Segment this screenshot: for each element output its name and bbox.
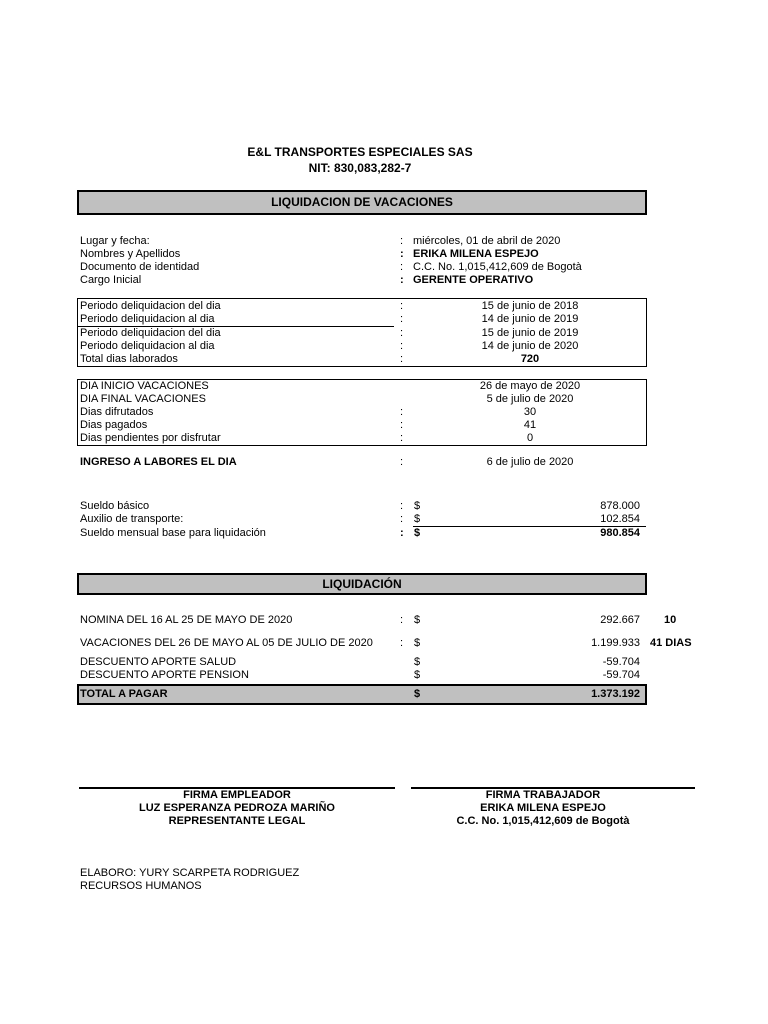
vacation-label: Dias pendientes por disfrutar — [80, 432, 221, 444]
period-label: Periodo deliquidacion del dia — [80, 327, 221, 339]
colon: : — [400, 340, 404, 352]
vacation-value: 26 de mayo de 2020 — [479, 380, 581, 392]
liquidation-label: VACACIONES DEL 26 DE MAYO AL 05 DE JULIO DE 2020 — [80, 637, 373, 649]
employee-name-label: Nombres y Apellidos — [80, 248, 181, 260]
colon: : — [400, 235, 404, 247]
employer-name: LUZ ESPERANZA PEDROZA MARIÑO — [139, 802, 335, 814]
salary-value: 878.000 — [600, 500, 640, 512]
currency-sign: $ — [414, 637, 421, 649]
colon: : — [400, 614, 404, 626]
liquidation-note: 10 — [664, 614, 677, 626]
vacation-label: Dias difrutados — [80, 406, 154, 418]
employer-signature-title: FIRMA EMPLEADOR — [183, 789, 291, 801]
total-label: TOTAL A PAGAR — [80, 688, 168, 700]
salary-label: Sueldo básico — [80, 500, 150, 512]
employee-name-value: ERIKA MILENA ESPEJO — [413, 248, 539, 260]
colon: : — [400, 513, 404, 525]
vacation-label: DIA INICIO VACACIONES — [80, 380, 209, 392]
liquidation-label: DESCUENTO APORTE PENSION — [80, 669, 249, 681]
period-value: 14 de junio de 2019 — [481, 313, 579, 325]
return-work-value: 6 de julio de 2020 — [486, 456, 574, 468]
vacation-value: 30 — [523, 406, 537, 418]
worker-signature-title: FIRMA TRABAJADOR — [485, 789, 601, 801]
colon: : — [400, 419, 404, 431]
total-days-value: 720 — [520, 353, 540, 365]
currency-sign: $ — [414, 614, 421, 626]
period-value: 14 de junio de 2020 — [481, 340, 579, 352]
employee-date-label: Lugar y fecha: — [80, 235, 150, 247]
colon: : — [400, 456, 404, 468]
salary-value: 102.854 — [600, 513, 640, 525]
vacation-label: DIA FINAL VACACIONES — [80, 393, 206, 405]
period-label: Periodo deliquidacion al dia — [80, 340, 215, 352]
colon: : — [400, 527, 404, 539]
employer-role: REPRESENTANTE LEGAL — [168, 815, 306, 827]
employee-id-value: C.C. No. 1,015,412,609 de Bogotà — [413, 261, 582, 273]
colon: : — [400, 432, 404, 444]
prepared-by: ELABORO: YURY SCARPETA RODRIGUEZ — [80, 867, 300, 879]
currency-sign: $ — [414, 669, 421, 681]
section-title-liquidacion-vacaciones: LIQUIDACION DE VACACIONES — [77, 190, 647, 215]
return-work-label: INGRESO A LABORES EL DIA — [80, 456, 237, 468]
worker-id: C.C. No. 1,015,412,609 de Bogotà — [456, 815, 630, 827]
colon: : — [400, 261, 404, 273]
period-value: 15 de junio de 2019 — [481, 327, 579, 339]
vacation-value: 5 de julio de 2020 — [486, 393, 574, 405]
colon: : — [400, 500, 404, 512]
salary-base-label: Sueldo mensual base para liquidación — [80, 527, 266, 539]
salary-label: Auxilio de transporte: — [80, 513, 184, 525]
liquidation-value: -59.704 — [602, 656, 640, 668]
period-value: 15 de junio de 2018 — [481, 300, 579, 312]
liquidation-note: 41 DIAS — [650, 637, 692, 649]
colon: : — [400, 300, 404, 312]
colon: : — [400, 313, 404, 325]
employee-position-label: Cargo Inicial — [80, 274, 142, 286]
liquidation-value: -59.704 — [602, 669, 640, 681]
liquidation-value: 1.199.933 — [591, 637, 640, 649]
colon: : — [400, 327, 404, 339]
employee-id-label: Documento de identidad — [80, 261, 200, 273]
currency-sign: $ — [414, 513, 421, 525]
liquidation-value: 292.667 — [600, 614, 640, 626]
colon: : — [400, 406, 404, 418]
vacation-label: Dias pagados — [80, 419, 148, 431]
company-name: E&L TRANSPORTES ESPECIALES SAS — [247, 145, 473, 159]
liquidation-label: DESCUENTO APORTE SALUD — [80, 656, 237, 668]
salary-base-value: 980.854 — [600, 527, 640, 539]
currency-sign: $ — [414, 527, 421, 539]
total-days-label: Total dias laborados — [80, 353, 178, 365]
period-label: Periodo deliquidacion al dia — [80, 313, 215, 325]
vacation-value: 41 — [523, 419, 537, 431]
currency-sign: $ — [414, 688, 421, 700]
worker-name: ERIKA MILENA ESPEJO — [480, 802, 606, 814]
company-nit: NIT: 830,083,282-7 — [308, 161, 412, 175]
section-title-liquidacion: LIQUIDACIÓN — [77, 573, 647, 595]
vacation-value: 0 — [526, 432, 534, 444]
colon: : — [400, 637, 404, 649]
period-label: Periodo deliquidacion del dia — [80, 300, 221, 312]
prepared-by-department: RECURSOS HUMANOS — [80, 880, 202, 892]
currency-sign: $ — [414, 500, 421, 512]
employee-date-value: miércoles, 01 de abril de 2020 — [413, 235, 561, 247]
liquidation-label: NOMINA DEL 16 AL 25 DE MAYO DE 2020 — [80, 614, 293, 626]
colon: : — [400, 274, 404, 286]
employee-position-value: GERENTE OPERATIVO — [413, 274, 534, 286]
colon: : — [400, 248, 404, 260]
total-value: 1.373.192 — [591, 688, 640, 700]
currency-sign: $ — [414, 656, 421, 668]
colon: : — [400, 353, 404, 365]
